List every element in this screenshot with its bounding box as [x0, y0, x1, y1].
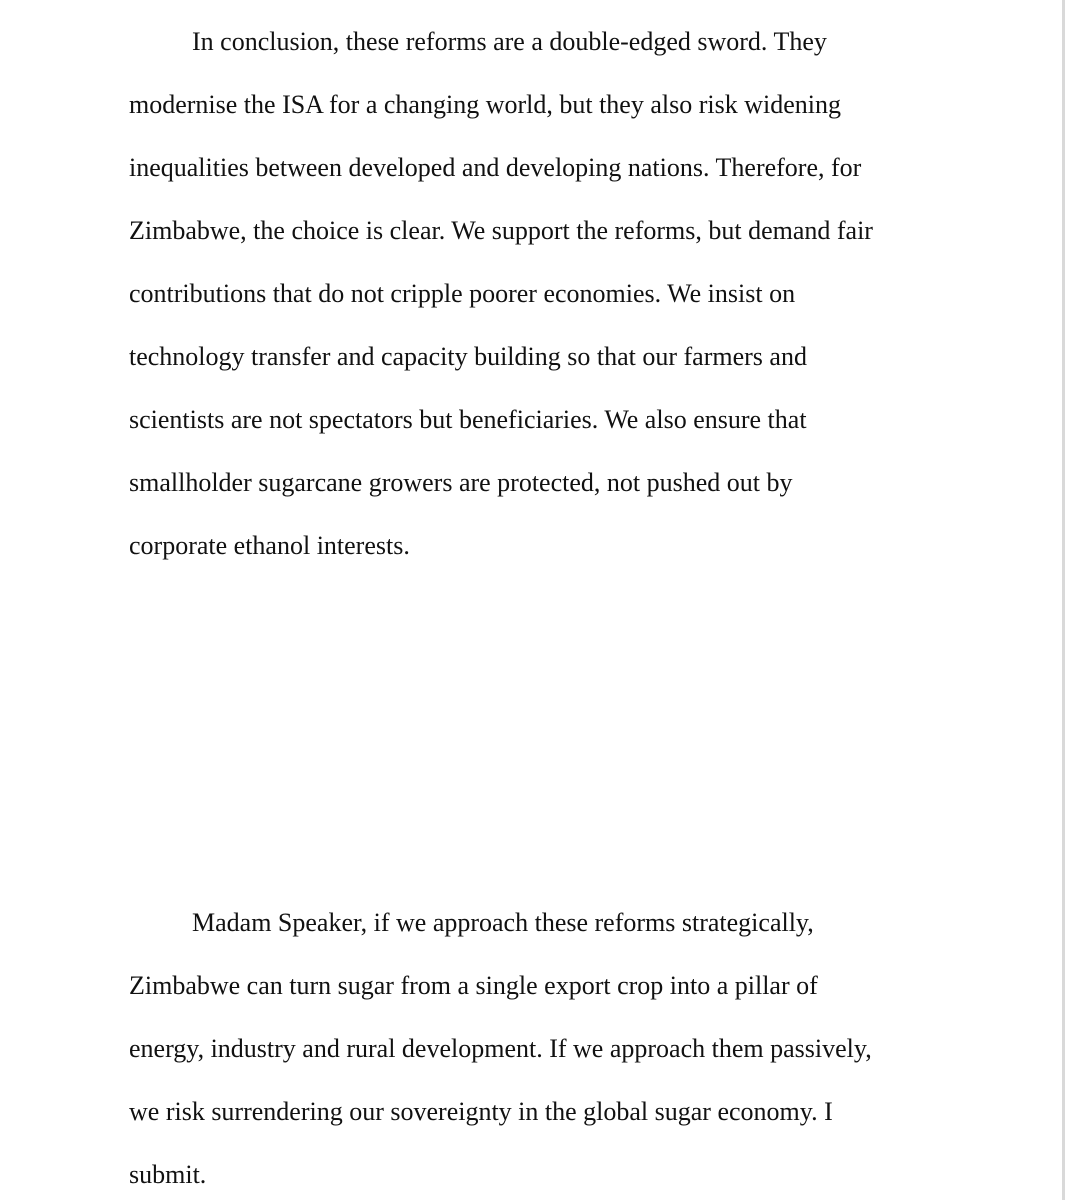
paragraph-line: inequalities between developed and developing nations. Therefore, for [129, 153, 862, 182]
paragraph-line: modernise the ISA for a changing world, but they also risk widening [129, 90, 841, 119]
paragraph-line: Zimbabwe, the choice is clear. We support the reforms, but demand fair [129, 216, 873, 245]
paragraph-line: submit. [129, 1160, 207, 1189]
paragraph-line: corporate ethanol interests. [129, 531, 410, 560]
paragraph-line: Madam Speaker, if we approach these reforms strategically, [192, 908, 814, 937]
paragraph-line: In conclusion, these reforms are a double-edged sword. They [192, 27, 827, 56]
paragraph-line: technology transfer and capacity building so that our farmers and [129, 342, 807, 371]
paragraph-line: scientists are not spectators but beneficiaries. We also ensure that [129, 405, 807, 434]
paragraph-line: contributions that do not cripple poorer economies. We insist on [129, 279, 796, 308]
paragraph-line: Zimbabwe can turn sugar from a single export crop into a pillar of [129, 971, 818, 1000]
paragraph-line: smallholder sugarcane growers are protected, not pushed out by [129, 468, 793, 497]
paragraph-line: energy, industry and rural development. If we approach them passively, [129, 1034, 872, 1063]
paragraph-line: we risk surrendering our sovereignty in the global sugar economy. I [129, 1097, 833, 1126]
